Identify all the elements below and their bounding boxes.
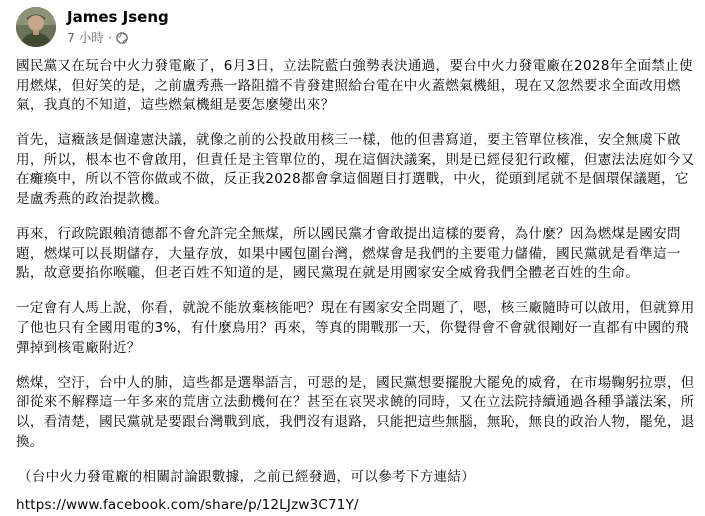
globe-icon[interactable] [116,32,128,44]
post-meta [67,8,169,46]
author-name[interactable]: James Jseng [67,8,169,26]
post-paragraph: 國民黨又在玩台中火力發電廠了，6月3日，立法院藍白強勢表決通過，要台中火力發電廠在2028年全面禁止使用燃煤，但好笑的是，之前盧秀燕一路阻擋不肯發建照給台電在中火蓋燃氣機組，現在又忽然要求全面改用燃氣，我真的不知道，這些燃氣機組是要怎麼變出來？ [16,58,693,114]
post-body [16,57,696,516]
post-paragraph: 再來，行政院跟賴清德都不會允許完全無煤，所以國民黨才會敢提出這樣的要脅，為什麼？因為燃煤是國安問題，燃煤可以長期儲存，大量存放，如果中國包圍台灣，燃煤會是我們的主要電力儲備，國民黨就是看準這一點，故意要掐你喉嚨，但老百姓不知道的是，國民黨現在就是用國家安全威脅我們全體老百姓的生命。 [16,226,681,282]
post-time[interactable]: 7 小時 [67,30,104,45]
post-paragraph: 燃煤，空汙，台中人的肺，這些都是選舉語言，可惡的是，國民黨想要擺脫大罷免的威脅，在市場鞠躬拉票，但卻從來不解釋這一年多來的荒唐立法動機何在？甚至在哀哭求饒的同時，又在立法院持續通過各種爭議法案，所以，看清楚，國民黨就是要跟台灣戰到底，我們沒有退路，只能把這些無腦，無恥，無良的政治人物，罷免，退換。 [16,374,695,450]
separator-dot: · [107,30,112,45]
post-subline [67,29,169,46]
avatar-image [16,7,56,47]
post-paragraph: 首先，這癥該是個違憲決議，就像之前的公投啟用核三一樣，他的但書寫道，要主管單位核准，安全無虞下啟用，所以，根本也不會啟用，但責任是主管單位的，現在這個決議案，則是已經侵犯行政權，但憲法法庭如今又在癱瘓中，所以不管你做或不做，反正我2028都會拿這個題目打選戰，中火，從頭到尾就不是個環保議題，它是盧秀燕的政治提款機。 [16,132,695,208]
post-paragraph: 一定會有人馬上說，你看，就說不能放棄核能吧？現在有國家安全問題了，嗯，核三廠隨時可以啟用，但就算用了他也只有全國用電的3%，有什麼鳥用？再來，等真的開戰那一天，你覺得會不會就很剛好一直都有中國的飛彈掉到核電廠附近？ [16,300,695,356]
post-note: （台中火力發電廠的相關討論跟數據，之前已經發過，可以參考下方連結） [18,468,476,485]
post-header [16,7,169,47]
avatar[interactable] [16,7,56,47]
post-link[interactable]: https://www.facebook.com/share/p/12LJzw3C71Y/ [16,497,359,514]
